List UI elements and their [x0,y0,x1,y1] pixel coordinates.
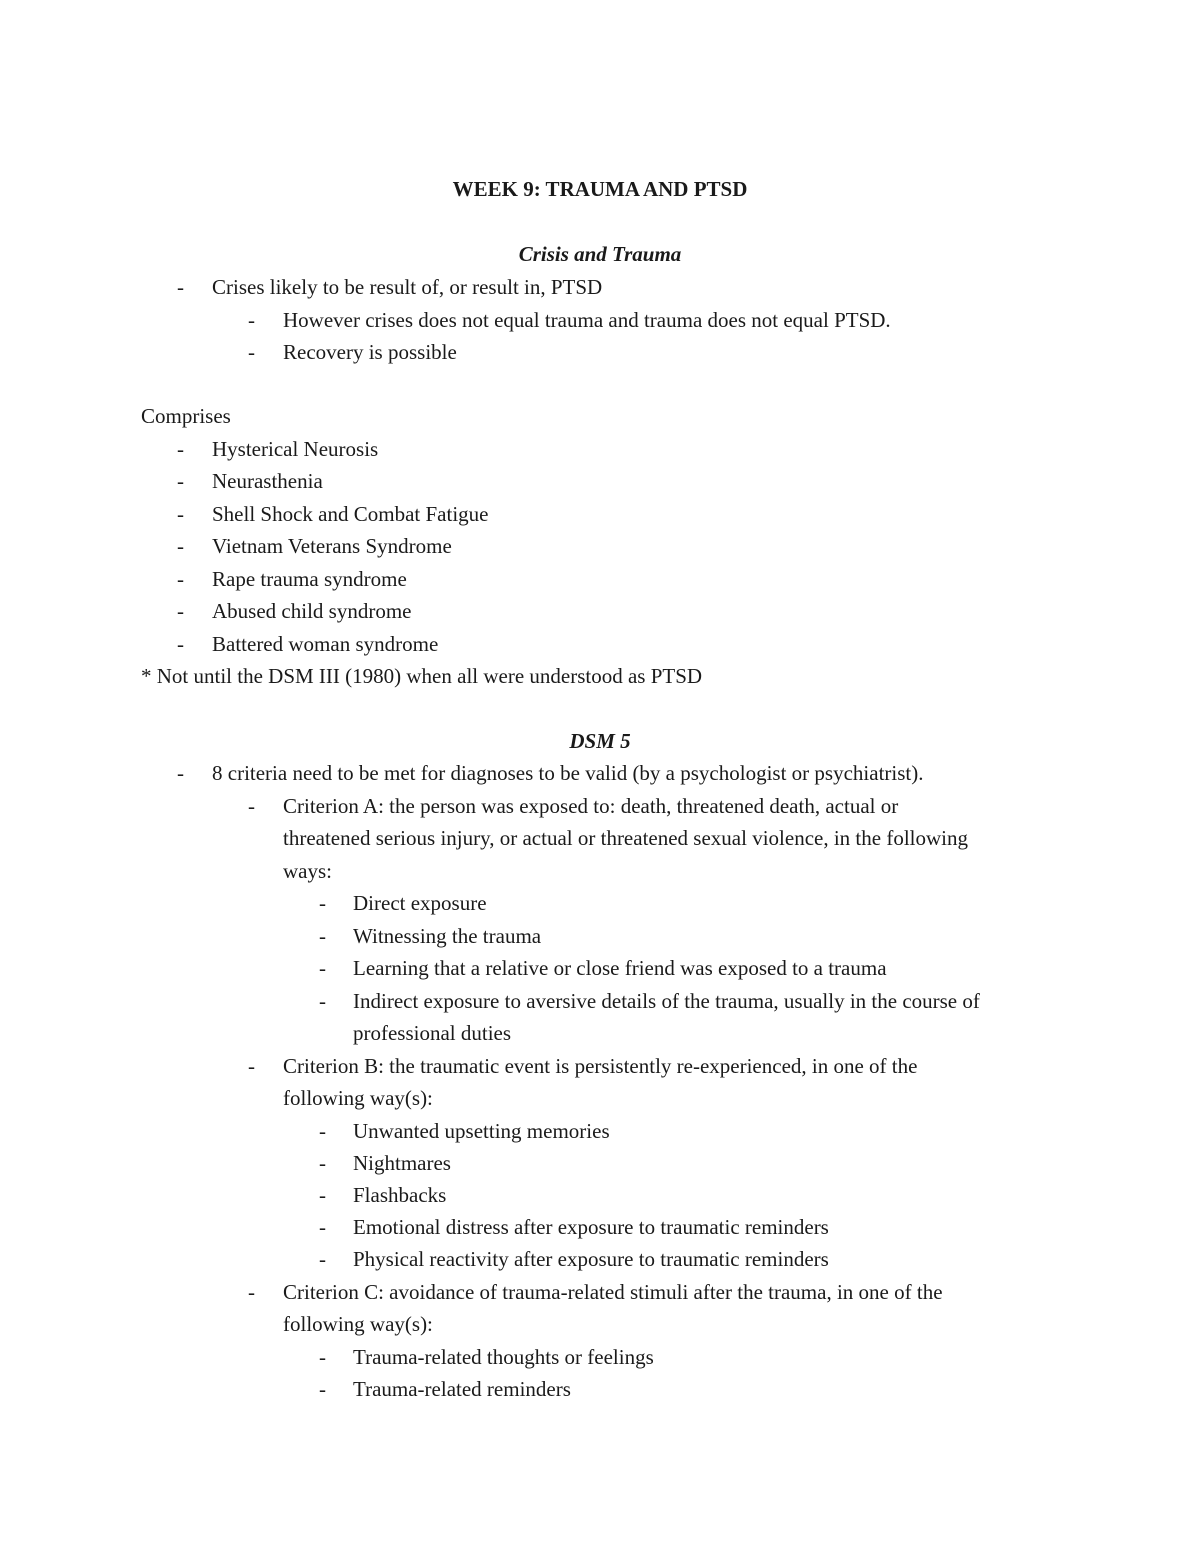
list-item: Indirect exposure to aversive details of the trauma, usually in the course of [353,989,980,1013]
bullet-dash: - [177,502,184,526]
bullet-dash: - [319,1215,326,1239]
bullet-dash: - [319,1183,326,1207]
criterion-c-text: Criterion C: avoidance of trauma-related stimuli after the trauma, in one of the [283,1280,943,1304]
footnote: * Not until the DSM III (1980) when all were understood as PTSD [141,664,703,688]
list-item: Learning that a relative or close friend was exposed to a trauma [353,956,887,980]
section-heading-dsm5: DSM 5 [569,729,631,753]
list-item: Emotional distress after exposure to traumatic reminders [353,1215,829,1239]
bullet-dash: - [248,308,255,332]
list-item: Battered woman syndrome [212,632,439,656]
bullet-dash: - [177,761,184,785]
bullet-dash: - [319,1151,326,1175]
bullet-dash: - [319,1119,326,1143]
list-item: Hysterical Neurosis [212,437,379,461]
list-item: Crises likely to be result of, or result in, PTSD [212,275,603,299]
bullet-dash: - [319,1247,326,1271]
criterion-b-text: following way(s): [283,1086,433,1110]
section-label-comprises: Comprises [141,404,231,428]
bullet-dash: - [319,924,326,948]
list-item: Vietnam Veterans Syndrome [212,534,452,558]
bullet-dash: - [177,567,184,591]
bullet-dash: - [248,794,255,818]
criterion-a-text: ways: [283,859,332,883]
list-item: Flashbacks [353,1183,447,1207]
bullet-dash: - [319,891,326,915]
bullet-dash: - [319,956,326,980]
list-item: Trauma-related thoughts or feelings [353,1345,654,1369]
bullet-dash: - [177,534,184,558]
list-item: However crises does not equal trauma and trauma does not equal PTSD. [283,308,891,332]
list-item: Unwanted upsetting memories [353,1119,610,1143]
bullet-dash: - [319,1377,326,1401]
criterion-a-text: Criterion A: the person was exposed to: death, threatened death, actual or [283,794,899,818]
list-item: Abused child syndrome [212,599,412,623]
list-item: Witnessing the trauma [353,924,542,948]
bullet-dash: - [177,437,184,461]
bullet-dash: - [177,599,184,623]
list-item: 8 criteria need to be met for diagnoses to be valid (by a psychologist or psychiatrist). [212,761,924,785]
list-item: Neurasthenia [212,469,323,493]
bullet-dash: - [319,1345,326,1369]
page-title: WEEK 9: TRAUMA AND PTSD [452,177,748,201]
list-item: Shell Shock and Combat Fatigue [212,502,489,526]
list-item: Direct exposure [353,891,487,915]
bullet-dash: - [177,469,184,493]
section-heading-crisis-trauma: Crisis and Trauma [518,242,682,266]
bullet-dash: - [319,989,326,1013]
bullet-dash: - [177,275,184,299]
bullet-dash: - [177,632,184,656]
list-item: Nightmares [353,1151,451,1175]
bullet-dash: - [248,1280,255,1304]
list-item: professional duties [353,1021,512,1045]
criterion-a-text: threatened serious injury, or actual or threatened sexual violence, in the following [283,826,968,850]
list-item: Trauma-related reminders [353,1377,571,1401]
criterion-b-text: Criterion B: the traumatic event is persistently re-experienced, in one of the [283,1054,918,1078]
list-item: Recovery is possible [283,340,457,364]
bullet-dash: - [248,340,255,364]
list-item: Rape trauma syndrome [212,567,407,591]
list-item: Physical reactivity after exposure to traumatic reminders [353,1247,829,1271]
bullet-dash: - [248,1054,255,1078]
criterion-c-text: following way(s): [283,1312,433,1336]
